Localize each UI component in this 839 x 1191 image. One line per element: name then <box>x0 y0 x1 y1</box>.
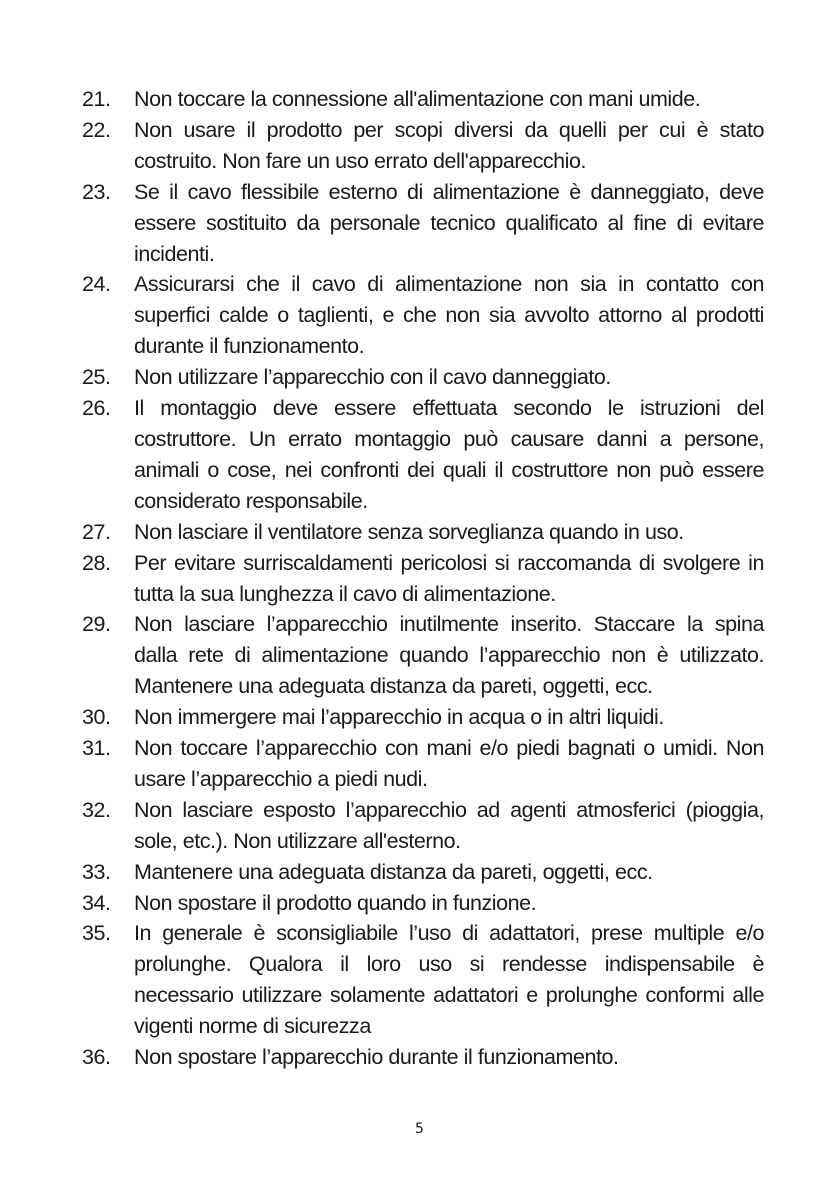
safety-instructions-list <box>82 84 764 1073</box>
item-text: Non spostare l’apparecchio durante il funzionamento. <box>134 1045 619 1070</box>
item-number: 33. <box>82 859 111 884</box>
list-item <box>82 609 764 702</box>
item-text: Non toccare la connessione all'alimentazione con mani umide. <box>134 87 701 111</box>
list-item <box>82 84 764 115</box>
item-number: 23. <box>82 179 111 204</box>
item-text: Non lasciare il ventilatore senza sorveglianza quando in uso. <box>134 519 684 544</box>
list-item <box>82 857 764 888</box>
item-text: Per evitare surriscaldamenti pericolosi si raccomanda di svolgere in tutta la sua lunghezza il cavo di alimentazione. <box>134 550 764 606</box>
list-item <box>82 269 764 362</box>
item-number: 24. <box>82 272 111 297</box>
item-text: Non lasciare l’apparecchio inutilmente inserito. Staccare la spina dalla rete di alimentazione quando l’apparecchio non è utilizzato. Mantenere una adeguata distanza da pareti, oggetti, ecc. <box>134 612 764 699</box>
item-text: Non immergere mai l’apparecchio in acqua o in altri liquidi. <box>134 705 664 730</box>
item-text: Il montaggio deve essere effettuata secondo le istruzioni del costruttore. Un errato montaggio può causare danni a persone, animali o cose, nei confronti dei quali il costruttore non può essere considerato responsabile. <box>134 396 764 513</box>
item-number: 22. <box>82 117 111 142</box>
item-text: Mantenere una adeguata distanza da pareti, oggetti, ecc. <box>134 859 653 884</box>
list-item <box>82 115 764 177</box>
item-text: Assicurarsi che il cavo di alimentazione non sia in contatto con superfici calde o taglienti, e che non sia avvolto attorno al prodotti durante il funzionamento. <box>134 272 764 359</box>
item-text: Non toccare l’apparecchio con mani e/o piedi bagnati o umidi. Non usare l’apparecchio a piedi nudi. <box>134 736 764 791</box>
item-text: Non usare il prodotto per scopi diversi da quelli per cui è stato costruito. Non fare un uso errato dell'apparecchio. <box>134 117 764 173</box>
item-text: In generale è sconsigliabile l’uso di adattatori, prese multiple e/o prolunghe. Qualora il loro uso si rendesse indispensabile è necessario utilizzare solamente adattatori e prolunghe conformi alle vigenti norme di sicurezza <box>134 921 764 1039</box>
list-item <box>82 888 764 919</box>
list-item <box>82 918 764 1042</box>
list-item <box>82 393 764 517</box>
item-number: 29. <box>82 612 111 637</box>
item-number: 25. <box>82 365 111 390</box>
item-number: 31. <box>82 736 111 761</box>
list-item <box>82 702 764 733</box>
item-text: Non lasciare esposto l’apparecchio ad agenti atmosferici (pioggia, sole, etc.). Non utilizzare all'esterno. <box>134 797 764 853</box>
list-item <box>82 362 764 393</box>
item-number: 28. <box>82 550 111 575</box>
item-number: 30. <box>82 705 111 730</box>
list-item <box>82 1042 764 1073</box>
item-number: 26. <box>82 396 111 421</box>
list-item <box>82 548 764 610</box>
item-number: 36. <box>82 1045 111 1070</box>
list-item <box>82 177 764 270</box>
item-text: Non spostare il prodotto quando in funzione. <box>134 890 537 915</box>
item-text: Non utilizzare l’apparecchio con il cavo danneggiato. <box>134 365 611 390</box>
item-number: 21. <box>82 87 111 111</box>
item-number: 34. <box>82 890 111 915</box>
item-number: 32. <box>82 797 111 822</box>
list-item <box>82 733 764 795</box>
item-number: 35. <box>82 921 111 946</box>
list-item <box>82 517 764 548</box>
item-number: 27. <box>82 519 111 544</box>
item-text: Se il cavo flessibile esterno di alimentazione è danneggiato, deve essere sostituito da personale tecnico qualificato al fine di evitare incidenti. <box>134 179 764 266</box>
list-item <box>82 795 764 857</box>
page-number: 5 <box>415 1121 424 1137</box>
